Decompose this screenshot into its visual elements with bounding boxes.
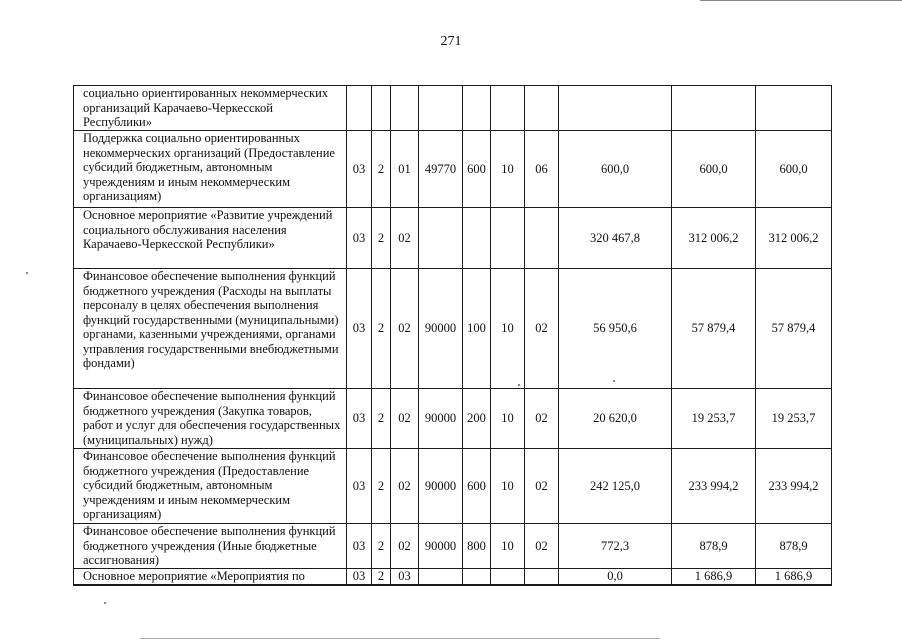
cell-sub: 2 xyxy=(372,569,391,585)
cell-amount-3: 312 006,2 xyxy=(756,208,832,269)
scan-artifact-dot xyxy=(26,272,28,274)
cell-sub: 2 xyxy=(372,524,391,569)
cell-expense-type: 800 xyxy=(463,524,491,569)
cell-subsection xyxy=(525,208,559,269)
cell-gp: 03 xyxy=(347,208,372,269)
scan-artifact-bottom-line xyxy=(140,638,660,639)
cell-amount-2: 233 994,2 xyxy=(672,449,756,524)
cell-sub: 2 xyxy=(372,449,391,524)
cell-event: 02 xyxy=(391,269,419,389)
cell-sub: 2 xyxy=(372,208,391,269)
cell-gp: 03 xyxy=(347,131,372,208)
cell-sub: 2 xyxy=(372,131,391,208)
cell-gp xyxy=(347,86,372,131)
cell-section xyxy=(491,569,525,585)
budget-table xyxy=(73,85,832,586)
cell-amount-3: 233 994,2 xyxy=(756,449,832,524)
cell-gp: 03 xyxy=(347,569,372,585)
cell-event: 02 xyxy=(391,208,419,269)
cell-subsection: 02 xyxy=(525,269,559,389)
cell-amount-3: 878,9 xyxy=(756,524,832,569)
cell-expense-type: 600 xyxy=(463,449,491,524)
row-name: Финансовое обеспечение выполнения функций бюджетного учреждения (Иные бюджетные ассигнования) xyxy=(74,524,347,569)
row-name: Финансовое обеспечение выполнения функций бюджетного учреждения (Закупка товаров, работ и услуг для обеспечения государственных (муниципальных) нужд) xyxy=(74,389,347,449)
cell-gp: 03 xyxy=(347,389,372,449)
page-number: 271 xyxy=(440,34,462,49)
cell-amount-1: 242 125,0 xyxy=(559,449,672,524)
cell-sub: 2 xyxy=(372,269,391,389)
cell-direction: 90000 xyxy=(419,449,463,524)
cell-expense-type: 600 xyxy=(463,131,491,208)
cell-sub: 2 xyxy=(372,389,391,449)
cell-section xyxy=(491,208,525,269)
table-row xyxy=(74,569,832,585)
cell-section: 10 xyxy=(491,449,525,524)
cell-section: 10 xyxy=(491,389,525,449)
cell-amount-3: 1 686,9 xyxy=(756,569,832,585)
cell-expense-type xyxy=(463,86,491,131)
cell-section: 10 xyxy=(491,269,525,389)
cell-amount-3 xyxy=(756,86,832,131)
cell-subsection: 02 xyxy=(525,449,559,524)
cell-direction: 90000 xyxy=(419,269,463,389)
cell-subsection xyxy=(525,569,559,585)
row-name: Основное мероприятие «Развитие учреждений социального обслуживания населения Карачаево-Черкесской Республики» xyxy=(74,208,347,269)
cell-event: 02 xyxy=(391,524,419,569)
table-row xyxy=(74,269,832,389)
cell-sub xyxy=(372,86,391,131)
cell-subsection: 02 xyxy=(525,389,559,449)
table-row xyxy=(74,524,832,569)
cell-direction xyxy=(419,86,463,131)
cell-amount-3: 57 879,4 xyxy=(756,269,832,389)
scan-artifact-dot xyxy=(104,602,106,604)
cell-section xyxy=(491,86,525,131)
table-row xyxy=(74,449,832,524)
cell-gp: 03 xyxy=(347,524,372,569)
row-name: Финансовое обеспечение выполнения функций бюджетного учреждения (Расходы на выплаты персоналу в целях обеспечения выполнения функций государственными (муниципальными) органами, казенными учреждениями, органами управления государственными внебюджетными фондами) xyxy=(74,269,347,389)
cell-section: 10 xyxy=(491,131,525,208)
cell-event: 01 xyxy=(391,131,419,208)
scan-artifact-top-line xyxy=(700,0,902,1)
row-name: социально ориентированных некоммерческих организаций Карачаево-Черкесской Республики» xyxy=(74,86,347,131)
cell-gp: 03 xyxy=(347,449,372,524)
row-name: Основное мероприятие «Мероприятия по xyxy=(74,569,347,585)
cell-expense-type: 200 xyxy=(463,389,491,449)
cell-amount-2: 600,0 xyxy=(672,131,756,208)
cell-direction: 49770 xyxy=(419,131,463,208)
cell-amount-1 xyxy=(559,86,672,131)
cell-expense-type xyxy=(463,569,491,585)
cell-direction xyxy=(419,208,463,269)
cell-amount-1: 56 950,6 xyxy=(559,269,672,389)
cell-direction: 90000 xyxy=(419,524,463,569)
cell-amount-2 xyxy=(672,86,756,131)
cell-event: 02 xyxy=(391,389,419,449)
cell-event xyxy=(391,86,419,131)
cell-amount-2: 19 253,7 xyxy=(672,389,756,449)
cell-amount-1: 320 467,8 xyxy=(559,208,672,269)
cell-subsection xyxy=(525,86,559,131)
cell-subsection: 06 xyxy=(525,131,559,208)
table-row xyxy=(74,131,832,208)
cell-amount-1: 600,0 xyxy=(559,131,672,208)
cell-amount-3: 600,0 xyxy=(756,131,832,208)
table-row xyxy=(74,86,832,131)
row-name: Поддержка социально ориентированных некоммерческих организаций (Предоставление субсидий бюджетным, автономным учреждениям и иным некоммерческим организациям) xyxy=(74,131,347,208)
cell-direction: 90000 xyxy=(419,389,463,449)
cell-section: 10 xyxy=(491,524,525,569)
cell-event: 02 xyxy=(391,449,419,524)
cell-amount-2: 1 686,9 xyxy=(672,569,756,585)
cell-amount-3: 19 253,7 xyxy=(756,389,832,449)
cell-expense-type xyxy=(463,208,491,269)
cell-amount-1: 772,3 xyxy=(559,524,672,569)
cell-amount-2: 312 006,2 xyxy=(672,208,756,269)
cell-event: 03 xyxy=(391,569,419,585)
cell-expense-type: 100 xyxy=(463,269,491,389)
scan-artifact-dot xyxy=(518,384,520,386)
table-row xyxy=(74,208,832,269)
cell-direction xyxy=(419,569,463,585)
cell-gp: 03 xyxy=(347,269,372,389)
cell-amount-2: 57 879,4 xyxy=(672,269,756,389)
scan-artifact-dot xyxy=(613,380,615,382)
row-name: Финансовое обеспечение выполнения функций бюджетного учреждения (Предоставление субсидий бюджетным, автономным учреждениям и иным некоммерческим организациям) xyxy=(74,449,347,524)
table-row xyxy=(74,389,832,449)
cell-amount-2: 878,9 xyxy=(672,524,756,569)
cell-subsection: 02 xyxy=(525,524,559,569)
cell-amount-1: 20 620,0 xyxy=(559,389,672,449)
cell-amount-1: 0,0 xyxy=(559,569,672,585)
